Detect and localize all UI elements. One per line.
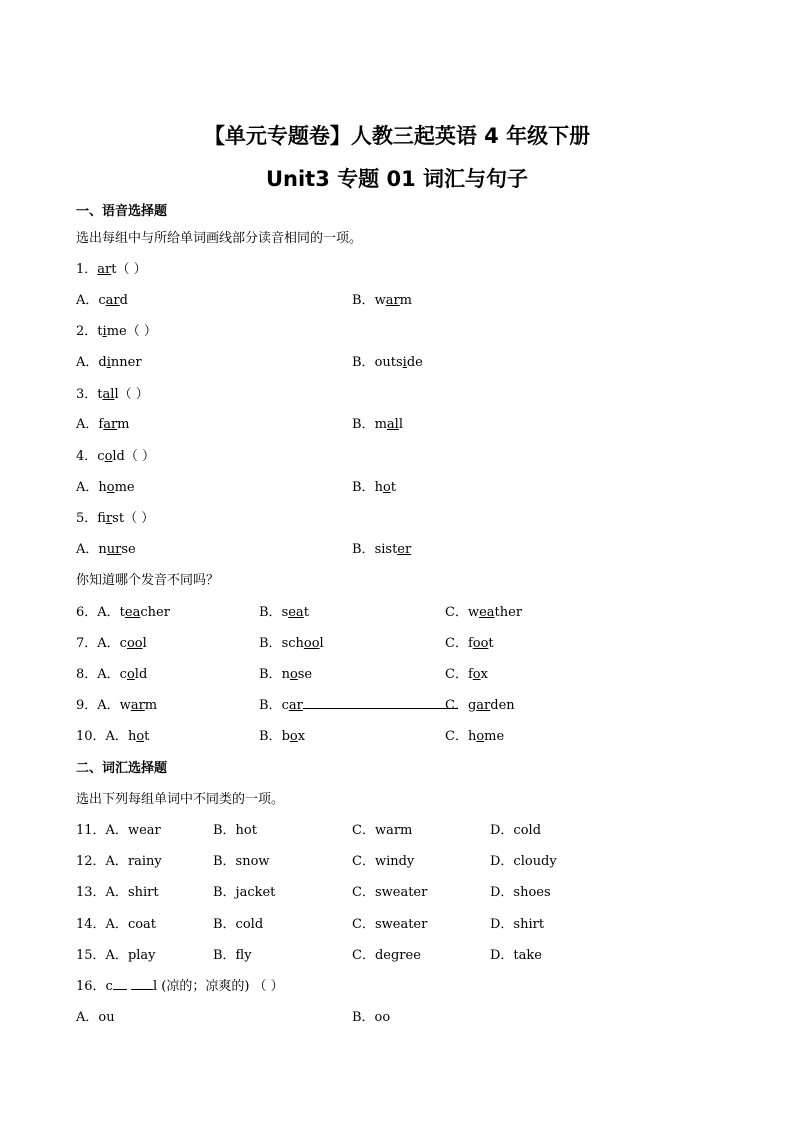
question-14-option-d: D．shirt (490, 917, 545, 932)
page-title: 【单元专题卷】人教三起英语 4 年级下册 (203, 124, 591, 148)
section-heading-vocabulary: 二、词汇选择题 (76, 761, 168, 776)
question-3: 3．tall（ ） (76, 387, 149, 402)
question-5-option-a: A．nurse (76, 542, 136, 557)
question-9: 9．A．warm (76, 698, 158, 713)
question-13-option-b: B．jacket (213, 885, 276, 900)
question-1-option-a: A．card (76, 293, 128, 308)
question-14: 14．A．coat (76, 917, 157, 932)
question-12-option-c: C．windy (352, 854, 415, 869)
answer-blank (131, 977, 153, 990)
question-10-option-b: B．box (259, 729, 306, 744)
question-3-option-b: B．mall (352, 417, 403, 432)
question-4-option-a: A．home (76, 480, 135, 495)
question-2-option-b: B．outside (352, 355, 423, 370)
answer-blank (113, 977, 127, 990)
answer-blank-line (303, 696, 458, 709)
question-8-option-b: B．nose (259, 667, 313, 682)
question-11-option-c: C．warm (352, 823, 413, 838)
question-11-option-b: B．hot (213, 823, 257, 838)
question-4: 4．cold（ ） (76, 449, 156, 464)
question-7: 7．A．cool (76, 636, 147, 651)
question-6-option-b: B．seat (259, 605, 309, 620)
question-7-option-c: C．foot (445, 636, 494, 651)
question-9-option-b: B．car (259, 694, 458, 713)
question-13-option-c: C．sweater (352, 885, 428, 900)
question-16-option-a: A．ou (76, 1010, 115, 1025)
question-1-option-b: B．warm (352, 293, 412, 308)
question-4-option-b: B．hot (352, 480, 396, 495)
question-15-option-d: D．take (490, 948, 542, 963)
question-11: 11．A．wear (76, 823, 161, 838)
question-7-option-b: B．school (259, 636, 324, 651)
question-11-option-d: D．cold (490, 823, 542, 838)
question-13-option-d: D．shoes (490, 885, 551, 900)
question-5-option-b: B．sister (352, 542, 412, 557)
section-heading-phonics: 一、语音选择题 (76, 204, 168, 219)
question-8: 8．A．cold (76, 667, 148, 682)
question-15: 15．A．play (76, 948, 156, 963)
question-5: 5．first（ ） (76, 511, 155, 526)
question-15-option-b: B．fly (213, 948, 252, 963)
question-12-option-d: D．cloudy (490, 854, 557, 869)
question-6: 6．A．teacher (76, 605, 170, 620)
question-16-option-b: B．oo (352, 1010, 391, 1025)
question-8-option-c: C．fox (445, 667, 488, 682)
question-12-option-b: B．snow (213, 854, 270, 869)
sub-instruction: 你知道哪个发音不同吗？ (76, 573, 220, 588)
question-2: 2．time（ ） (76, 324, 157, 339)
question-16: 16．c l (凉的；凉爽的) （ ） (76, 979, 284, 994)
question-13: 13．A．shirt (76, 885, 159, 900)
question-2-option-a: A．dinner (76, 355, 142, 370)
section-instruction-2: 选出下列每组单词中不同类的一项。 (76, 792, 285, 807)
question-12: 12．A．rainy (76, 854, 162, 869)
question-9-option-c: C．garden (445, 698, 515, 713)
section-instruction: 选出每组中与所给单词画线部分读音相同的一项。 (76, 231, 363, 246)
question-6-option-c: C．weather (445, 605, 523, 620)
page-subtitle: Unit3 专题 01 词汇与句子 (265, 167, 528, 191)
question-3-option-a: A．farm (76, 417, 130, 432)
question-10: 10．A．hot (76, 729, 150, 744)
question-1: 1．art（ ） (76, 262, 147, 277)
question-14-option-b: B．cold (213, 917, 264, 932)
question-14-option-c: C．sweater (352, 917, 428, 932)
question-10-option-c: C．home (445, 729, 505, 744)
question-15-option-c: C．degree (352, 948, 421, 963)
